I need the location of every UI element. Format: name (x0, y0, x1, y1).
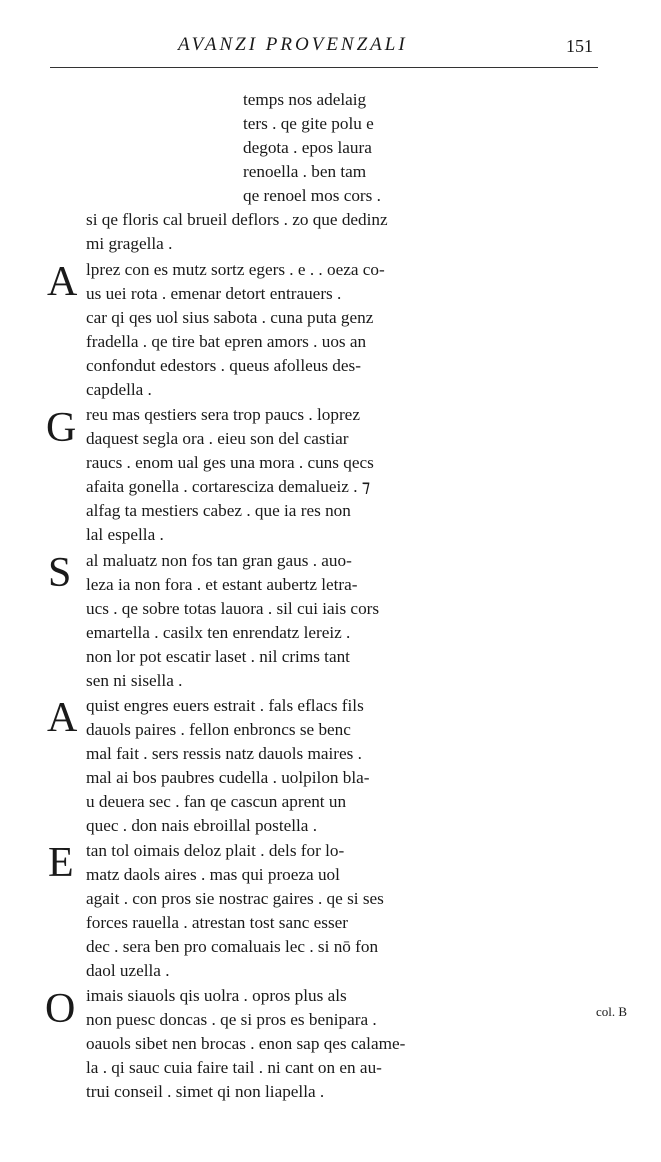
text-line: non puesc doncas . qe si pros es benipara . (86, 1010, 377, 1029)
margin-note: col. B (596, 1004, 628, 1019)
text-line: agait . con pros sie nostrac gaires . qe si ses (86, 889, 384, 908)
text-line: dec . sera ben pro comaluais lec . si nō fon (86, 937, 379, 956)
text-line: alfag ta mestiers cabez . que ia res non (86, 501, 351, 520)
text-line: dauols paires . fellon enbroncs se benc (86, 720, 351, 739)
text-line: leza ia non fora . et estant aubertz letra- (86, 575, 358, 594)
text-line: mal ai bos paubres cudella . uolpilon bla- (86, 768, 370, 787)
text-line: quist engres euers estrait . fals eflacs fils (86, 696, 364, 715)
text-line: afaita gonella . cortaresciza demalueiz . ⁊ (86, 477, 371, 496)
text-line: tan tol oimais deloz plait . dels for lo- (86, 841, 345, 860)
text-line: daol uzella . (86, 961, 170, 980)
drop-cap: A (47, 695, 78, 741)
text-line: renoella . ben tam (243, 162, 367, 181)
drop-cap: S (48, 550, 72, 596)
page-number: 151 (566, 36, 593, 56)
text-line: confondut edestors . queus afolleus des- (86, 356, 361, 375)
text-line: ters . qe gite polu e (243, 114, 374, 133)
text-line: non lor pot escatir laset . nil crims tant (86, 647, 350, 666)
text-line: sen ni sisella . (86, 671, 183, 690)
text-line: quec . don nais ebroillal postella . (86, 816, 318, 835)
text-line: ucs . qe sobre totas lauora . sil cui iais cors (86, 599, 380, 618)
text-line: forces rauella . atrestan tost sanc esser (86, 913, 348, 932)
text-line: mi gragella . (86, 234, 173, 253)
text-line: mal fait . sers ressis natz dauols maires . (86, 744, 362, 763)
text-line: trui conseil . simet qi non liapella . (86, 1082, 325, 1101)
drop-cap: E (48, 840, 74, 886)
text-line: oauols sibet nen brocas . enon sap qes calame- (86, 1034, 406, 1053)
text-line: qe renoel mos cors . (243, 186, 381, 205)
text-line: matz daols aires . mas qui proeza uol (86, 865, 340, 884)
text-line: imais siauols qis uolra . opros plus als (86, 986, 347, 1005)
text-line: lprez con es mutz sortz egers . e . . oeza co- (86, 260, 385, 279)
text-line: capdella . (86, 380, 152, 399)
text-line: lal espella . (86, 525, 164, 544)
text-line: si qe floris cal brueil deflors . zo que dedinz (86, 210, 388, 229)
header-rule (50, 67, 598, 68)
text-line: car qi qes uol sius sabota . cuna puta genz (86, 308, 374, 327)
header-title: AVANZI PROVENZALI (178, 34, 408, 55)
drop-cap: G (46, 405, 77, 451)
text-line: raucs . enom ual ges una mora . cuns qecs (86, 453, 374, 472)
text-line: la . qi sauc cuia faire tail . ni cant on en au- (86, 1058, 382, 1077)
text-line: degota . epos laura (243, 138, 372, 157)
text-line: fradella . qe tire bat epren amors . uos an (86, 332, 367, 351)
text-line: u deuera sec . fan qe cascun aprent un (86, 792, 347, 811)
drop-cap: O (45, 986, 76, 1032)
text-line: temps nos adelaig (243, 90, 367, 109)
text-line: reu mas qestiers sera trop paucs . loprez (86, 405, 360, 424)
text-line: emartella . casilx ten enrendatz lereiz . (86, 623, 351, 642)
text-line: us uei rota . emenar detort entrauers . (86, 284, 342, 303)
text-line: daquest segla ora . eieu son del castiar (86, 429, 349, 448)
drop-cap: A (47, 259, 78, 305)
text-line: al maluatz non fos tan gran gaus . auo- (86, 551, 352, 570)
